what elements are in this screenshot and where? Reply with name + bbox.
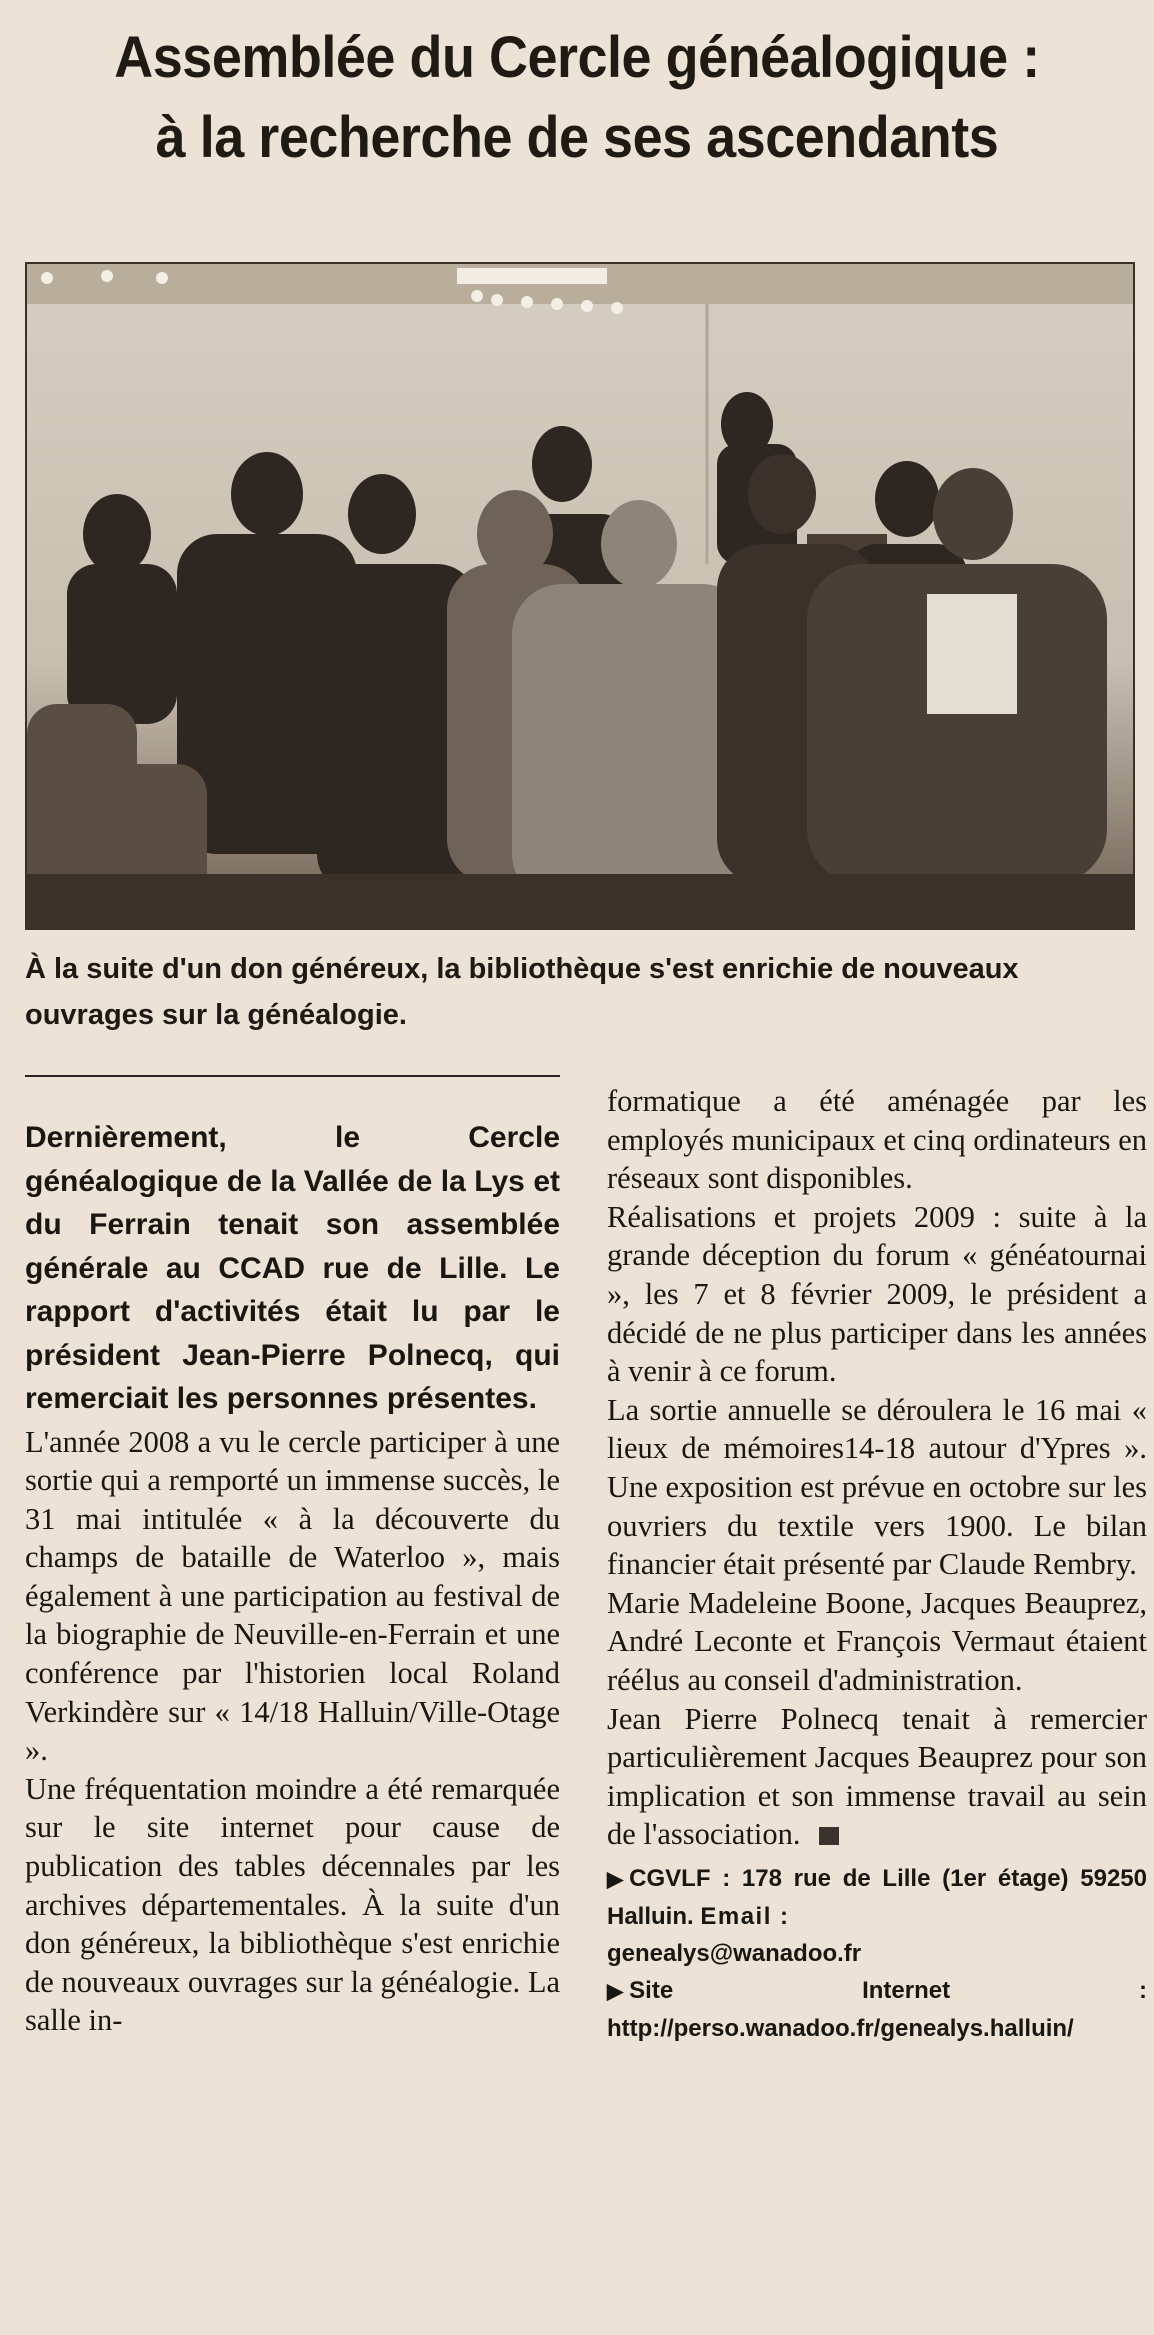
article-paragraph-4: Réalisations et projets 2009 : suite à la grande déception du forum « généatournai », les 7 et 8 février 2009, le président a décidé de ne plus participer dans les années à venir à ce forum. [607,1199,1147,1389]
article-paragraph-2: Une fréquentation moindre a été remarquée sur le site internet pour cause de publication des tables décennales par les archives départementales. À la suite d'un don généreux, la bibliothèque s'est enrichie de nouveaux ouvrages sur la généalogie. La salle in- [25,1771,560,2038]
article-paragraph-1: L'année 2008 a vu le cercle participer à une sortie qui a remporté un immense succès, le 31 mai intitulée « à la découverte du champs de bataille de Waterloo », mais également à une participation au festival de la biographie de Neuville-en-Ferrain et une conférence par l'historien local Roland Verkindère sur « 14/18 Halluin/Ville-Otage ». [25,1424,560,1768]
headline-line-2: à la recherche de ses ascendants [155,105,999,170]
meeting-photo [25,262,1135,930]
article-paragraph-6: Marie Madeleine Boone, Jacques Beauprez, André Leconte et François Vermaut étaient réélus au conseil d'administration. [607,1585,1147,1697]
end-of-article-square-icon [819,1827,839,1845]
article-column-left [25,1116,560,2040]
contact-address-line [607,1860,1147,1935]
contact-address: CGVLF : 178 rue de Lille (1er étage) 59250 Halluin. [607,1864,1147,1930]
contact-site-line [607,1972,1147,2047]
audience-illustration [27,264,1133,928]
article-lede: Dernièrement, le Cercle généalogique de la Vallée de la Lys et du Ferrain tenait son assemblée générale au CCAD rue de Lille. Le rapport d'activités était lu par le président Jean-Pierre Polnecq, qui remerciait les personnes présentes. [25,1121,560,1415]
article-paragraph-7 [607,1700,1147,1854]
site-url[interactable]: http://perso.wanadoo.fr/genealys.halluin/ [607,2014,1074,2042]
photo-caption: À la suite d'un don généreux, la bibliothèque s'est enrichie de nouveaux ouvrages sur la généalogie. [25,953,1019,1031]
contact-info [607,1860,1147,2047]
article-paragraph-5: La sortie annuelle se déroulera le 16 mai « lieux de mémoires14-18 autour d'Ypres ». Une exposition est prévue en octobre sur les ouvriers du textile vers 1900. Le bilan financier était présenté par Claude Rembry. [607,1392,1147,1582]
article-paragraph-7-text: Jean Pierre Polnecq tenait à remercier particulièrement Jacques Beauprez pour son implication et son immense travail au sein de l'association. [607,1701,1147,1852]
triangle-bullet-icon: ▶ [607,1979,624,2003]
contact-email[interactable]: genealys@wanadoo.fr [607,1939,862,1967]
triangle-bullet-icon: ▶ [607,1867,624,1891]
headline [59,18,1095,178]
headline-line-1: Assemblée du Cercle généalogique : [114,25,1040,90]
site-label: Site Internet : [629,1976,1147,2004]
article-paragraph-3: formatique a été aménagée par les employés municipaux et cinq ordinateurs en réseaux sont disponibles. [607,1084,1147,1196]
column-divider-rule [25,1075,560,1077]
article-column-right [607,1082,1147,2047]
email-label: Email : [700,1902,790,1930]
